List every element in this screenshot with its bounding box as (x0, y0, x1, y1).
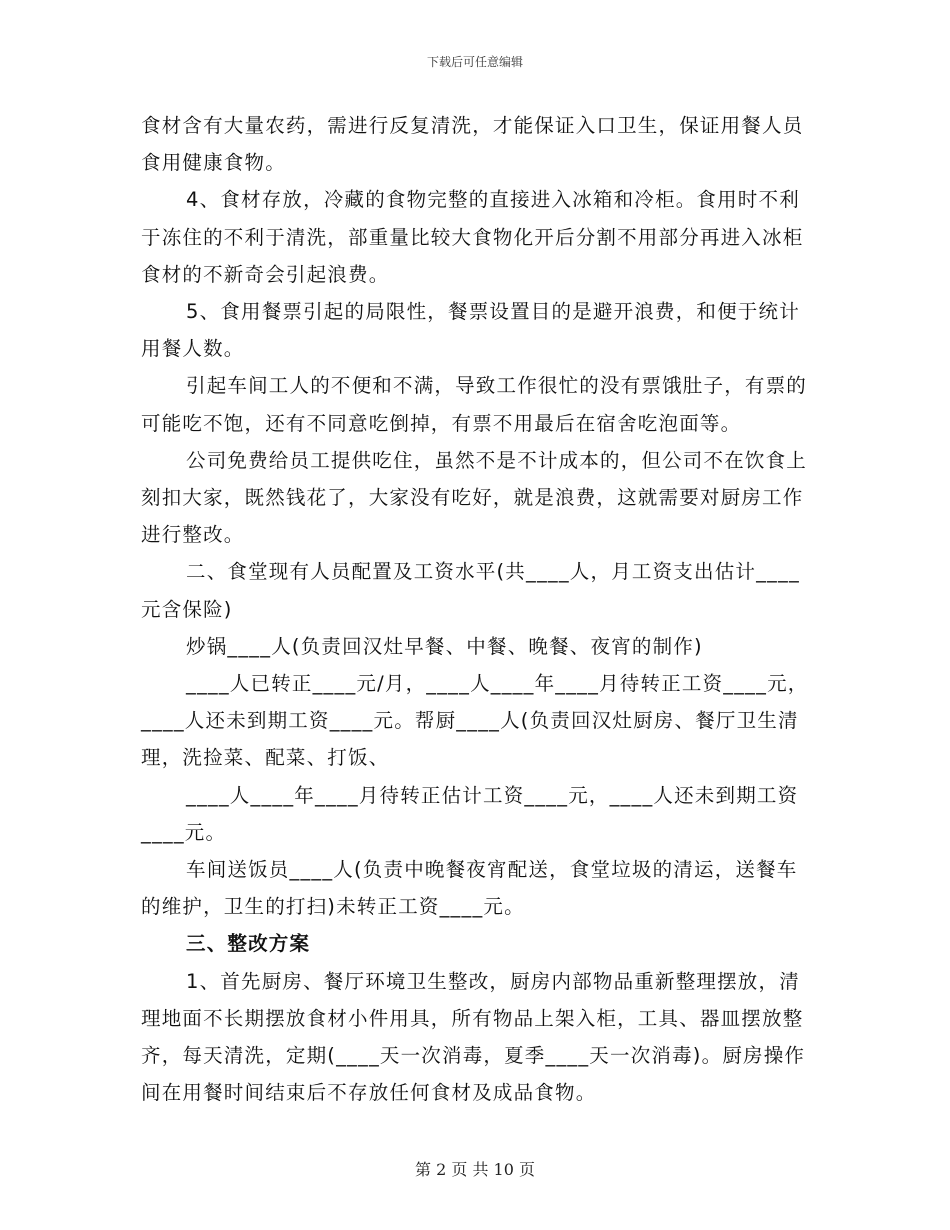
paragraph-4: 引起车间工人的不便和不满，导致工作很忙的没有票饿肚子，有票的可能吃不饱，还有不同意吃倒掉，有票不用最后在宿舍吃泡面等。 (141, 374, 808, 435)
page-header: 下载后可任意编辑 (426, 55, 523, 69)
page-footer: 第 2 页 共 10 页 (415, 1160, 535, 1179)
paragraph-5: 公司免费给员工提供吃住，虽然不是不计成本的，但公司不在饮食上刻扣大家，既然钱花了，大家没有吃好，就是浪费，这就需要对厨房工作进行整改。 (141, 448, 808, 547)
paragraph-8: ____人已转正____元/月，____人____年____月待转正工资____元，____人还未到期工资____元。帮厨____人(负责回汉灶厨房、餐厅卫生清理，洗捡菜、配菜、打饭、 (141, 672, 809, 770)
section-heading-3: 三、整改方案 (186, 932, 311, 956)
document-body (141, 107, 811, 1111)
section-heading-2: 二、食堂现有人员配置及工资水平(共____人，月工资支出估计____元含保险) (141, 560, 800, 621)
paragraph-9: ____人____年____月待转正估计工资____元，____人还未到期工资____元。 (141, 783, 799, 844)
paragraph-10: 车间送饭员____人(负责中晚餐夜宵配送，食堂垃圾的清运，送餐车的维护，卫生的打扫)未转正工资____元。 (141, 858, 798, 919)
paragraph-3: 5、食用餐票引起的局限性，餐票设置目的是避开浪费，和便于统计用餐人数。 (141, 300, 800, 361)
paragraph-2: 4、食材存放，冷藏的食物完整的直接进入冰箱和冷柜。食用时不利于冻住的不利于清洗，部重量比较大食物化开后分割不用部分再进入冰柜食材的不新奇会引起浪费。 (141, 188, 804, 286)
paragraph-7: 炒锅____人(负责回汉灶早餐、中餐、晚餐、夜宵的制作) (186, 634, 703, 658)
paragraph-1: 食材含有大量农药，需进行反复清洗，才能保证入口卫生，保证用餐人员食用健康食物。 (141, 114, 804, 175)
paragraph-12: 1、首先厨房、餐厅环境卫生整改，厨房内部物品重新整理摆放，清理地面不长期摆放食材小件用具，所有物品上架入柜，工具、器皿摆放整齐，每天清洗，定期(____天一次消毒，夏季____天一次消毒)。厨房操作间在用餐时间结束后不存放任何食材及成品食物。 (141, 969, 806, 1105)
